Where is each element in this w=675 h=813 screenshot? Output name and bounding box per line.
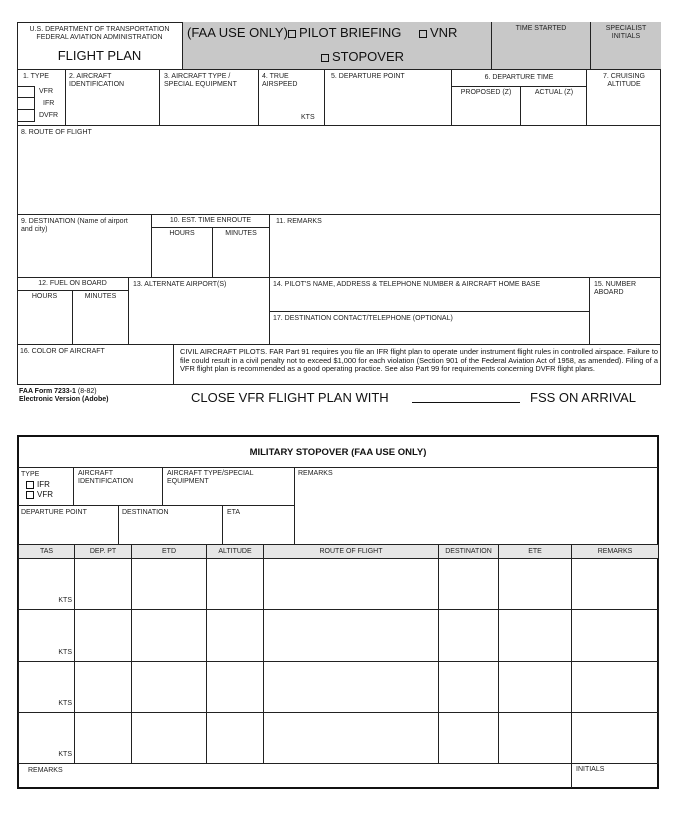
etd-cell[interactable] [132,661,207,712]
col-remarks: REMARKS [572,545,659,559]
route-label: 8. ROUTE OF FLIGHT [21,129,92,136]
faa-use-only-box [183,22,491,70]
destination-cell[interactable] [439,712,499,763]
col-route: ROUTE OF FLIGHT [264,545,439,559]
fuel-hours-field[interactable] [17,290,73,344]
alternate-label: 13. ALTERNATE AIRPORT(S) [133,281,227,288]
electronic-version: Electronic Version (Adobe) [19,396,109,403]
ete-minutes-label: MINUTES [225,230,257,237]
mil-aircraft-id-label: AIRCRAFT IDENTIFICATION [78,470,134,485]
civil-notice: CIVIL AIRCRAFT PILOTS. FAR Part 91 requires you file an IFR flight plan to operate under instrument flight rules in controlled airspace. Failure to file could result in a civil penalty not to exceed $1,000 for each violation (Section 901 of the Federal Aviation Act of 1958, as amended). Filing of a VFR flight plan is recommended as a good operating practice. See also Part 99 for requirements concerning DVFR flight plans. [180,347,658,373]
specialist-initials-label: SPECIALIST INITIALS [605,25,647,40]
alternate-airport-field[interactable] [129,278,270,345]
form-number [19,388,97,395]
tas-kts-label: KTS [58,699,72,707]
ete-hours-field[interactable] [152,227,213,277]
mil-remarks-field[interactable] [295,467,658,544]
ete-cell[interactable] [499,610,572,661]
mil-vfr-option[interactable] [26,490,73,499]
aircraft-type-field[interactable] [160,70,259,126]
aircraft-id-field[interactable] [66,70,160,126]
mil-remarks-label: REMARKS [298,470,333,477]
destination-label: 9. DESTINATION (Name of airport and city) [21,218,128,233]
specialist-initials-box[interactable] [590,22,661,70]
fss-arrival-text: FSS ON ARRIVAL [530,390,636,405]
mil-initials-field[interactable] [572,764,658,788]
mil-vfr-checkbox[interactable] [26,491,34,499]
mil-footer-remarks-label: REMARKS [28,767,63,774]
mil-destination-field[interactable] [119,505,223,544]
altitude-cell[interactable] [207,712,264,763]
pilot-briefing-checkbox[interactable] [288,30,296,38]
altitude-cell[interactable] [207,661,264,712]
type-label: 1. TYPE [23,73,49,80]
ete-cell[interactable] [499,559,572,610]
tas-cell[interactable] [19,610,75,661]
number-aboard-field[interactable] [590,278,661,345]
mil-aircraft-type-label: AIRCRAFT TYPE/SPECIAL EQUIPMENT [167,470,254,485]
mil-departure-point-label: DEPARTURE POINT [21,509,87,516]
table-row [19,661,659,712]
fuel-minutes-field[interactable] [73,290,128,344]
remarks-cell[interactable] [572,712,659,763]
mil-aircraft-id-field[interactable] [74,467,163,505]
actual-label: ACTUAL (Z) [534,89,574,96]
cruising-altitude-field[interactable] [587,70,661,126]
aircraft-id-label: 2. AIRCRAFT IDENTIFICATION [69,73,125,88]
tas-kts-label: KTS [58,597,72,605]
col-tas: TAS [19,545,75,559]
dep-pt-cell[interactable] [75,610,132,661]
fuel-hours-label: HOURS [31,293,58,300]
departure-point-label: 5. DEPARTURE POINT [331,73,405,80]
route-cell[interactable] [264,559,439,610]
mil-departure-point-field[interactable] [18,505,119,544]
mil-ifr-label: IFR [37,480,50,489]
tas-cell[interactable] [19,712,75,763]
mil-ifr-option[interactable] [26,480,73,489]
dest-contact-label: 17. DESTINATION CONTACT/TELEPHONE (OPTIONAL) [273,315,453,322]
form-date: (8-82) [77,388,97,395]
destination-field[interactable] [17,215,152,278]
pilot-name-field[interactable] [270,278,590,312]
true-airspeed-label: 4. TRUE AIRSPEED [262,73,298,88]
col-ete: ETE [499,545,572,559]
stopover-checkbox[interactable] [321,54,329,62]
close-vfr-text: CLOSE VFR FLIGHT PLAN WITH [191,390,389,405]
tas-cell[interactable] [19,559,75,610]
route-cell[interactable] [264,610,439,661]
number-aboard-label: 15. NUMBER ABOARD [594,281,637,296]
ete-hours-label: HOURS [169,230,195,237]
col-destination: DESTINATION [439,545,499,559]
actual-time-field[interactable] [521,86,587,125]
military-title: MILITARY STOPOVER (FAA USE ONLY) [249,447,427,458]
dep-pt-cell[interactable] [75,712,132,763]
table-row [19,610,659,661]
mil-log-grid [18,544,659,764]
pilot-name-label: 14. PILOT'S NAME, ADDRESS & TELEPHONE NUMBER & AIRCRAFT HOME BASE [273,281,541,288]
col-dep-pt: DEP. PT [75,545,132,559]
department-line-2: FEDERAL AVIATION ADMINISTRATION [36,34,163,41]
destination-cell[interactable] [439,661,499,712]
aircraft-color-label: 16. COLOR OF AIRCRAFT [20,348,105,355]
dest-contact-field[interactable] [270,312,590,345]
remarks-cell[interactable] [572,661,659,712]
mil-vfr-label: VFR [37,490,53,499]
tas-kts-label: KTS [58,648,72,656]
stopover-label: STOPOVER [332,49,405,64]
type-dvfr-cell[interactable] [17,110,35,122]
mil-type-label: TYPE [21,471,40,478]
mil-eta-field[interactable] [223,505,295,544]
remarks-label: 11. REMARKS [276,218,322,225]
mil-aircraft-type-field[interactable] [163,467,295,505]
cruising-altitude-label: 7. CRUISING ALTITUDE [602,73,645,88]
mil-log-table [18,544,658,764]
altitude-cell[interactable] [207,610,264,661]
type-ifr-cell[interactable] [17,98,35,110]
etd-cell[interactable] [132,712,207,763]
stopover-option[interactable] [321,49,404,64]
airspeed-kts-label: KTS [301,114,315,121]
etd-cell[interactable] [132,610,207,661]
aircraft-type-label: 3. AIRCRAFT TYPE / SPECIAL EQUIPMENT [164,73,237,88]
ete-cell[interactable] [499,661,572,712]
col-altitude: ALTITUDE [207,545,264,559]
proposed-time-field[interactable] [452,86,521,125]
ete-minutes-field[interactable] [213,227,269,277]
time-started-label: TIME STARTED [515,25,567,32]
type-ifr-label: IFR [43,100,55,107]
mil-destination-label: DESTINATION [122,509,169,516]
form-title: FLIGHT PLAN [57,48,142,63]
mil-footer-remarks-field[interactable] [18,764,572,788]
route-cell[interactable] [264,712,439,763]
altitude-cell[interactable] [207,559,264,610]
true-airspeed-field[interactable] [259,70,325,126]
mil-header-row [19,545,659,559]
pilot-briefing-option[interactable] [288,25,401,40]
department-line-1: U.S. DEPARTMENT OF TRANSPORTATION [29,26,170,33]
departure-time-label: 6. DEPARTURE TIME [452,70,586,87]
type-dvfr-label: DVFR [39,112,59,119]
fuel-label: 12. FUEL ON BOARD [17,278,128,291]
mil-eta-label: ETA [227,509,241,516]
type-vfr-label: VFR [39,88,53,95]
table-row [19,712,659,763]
proposed-label: PROPOSED (Z) [460,89,512,96]
etd-cell[interactable] [132,559,207,610]
dep-pt-cell[interactable] [75,559,132,610]
ete-cell[interactable] [499,712,572,763]
time-started-box[interactable] [491,22,590,70]
destination-cell[interactable] [439,610,499,661]
departure-point-field[interactable] [325,70,452,126]
form-number-text: FAA Form 7233-1 [19,388,76,395]
remarks-field[interactable] [270,215,661,278]
fss-name-field[interactable] [412,402,520,403]
remarks-cell[interactable] [572,610,659,661]
dep-pt-cell[interactable] [75,661,132,712]
destination-cell[interactable] [439,559,499,610]
ete-label: 10. EST. TIME ENROUTE [152,215,269,228]
pilot-briefing-label: PILOT BRIEFING [299,25,402,40]
col-etd: ETD [132,545,207,559]
vnr-label: VNR [430,25,458,40]
type-vfr-cell[interactable] [17,86,35,98]
mil-type-box [18,467,74,505]
fuel-minutes-label: MINUTES [84,293,117,300]
route-cell[interactable] [264,661,439,712]
mil-initials-label: INITIALS [576,766,605,773]
department-box [17,22,183,70]
tas-cell[interactable] [19,661,75,712]
remarks-cell[interactable] [572,559,659,610]
table-row [19,559,659,610]
mil-ifr-checkbox[interactable] [26,481,34,489]
vnr-option[interactable] [419,25,457,40]
vnr-checkbox[interactable] [419,30,427,38]
aircraft-color-field[interactable] [17,345,174,385]
route-of-flight-field[interactable] [17,126,661,215]
tas-kts-label: KTS [58,751,72,758]
faa-use-only-label: (FAA USE ONLY) [187,25,288,40]
